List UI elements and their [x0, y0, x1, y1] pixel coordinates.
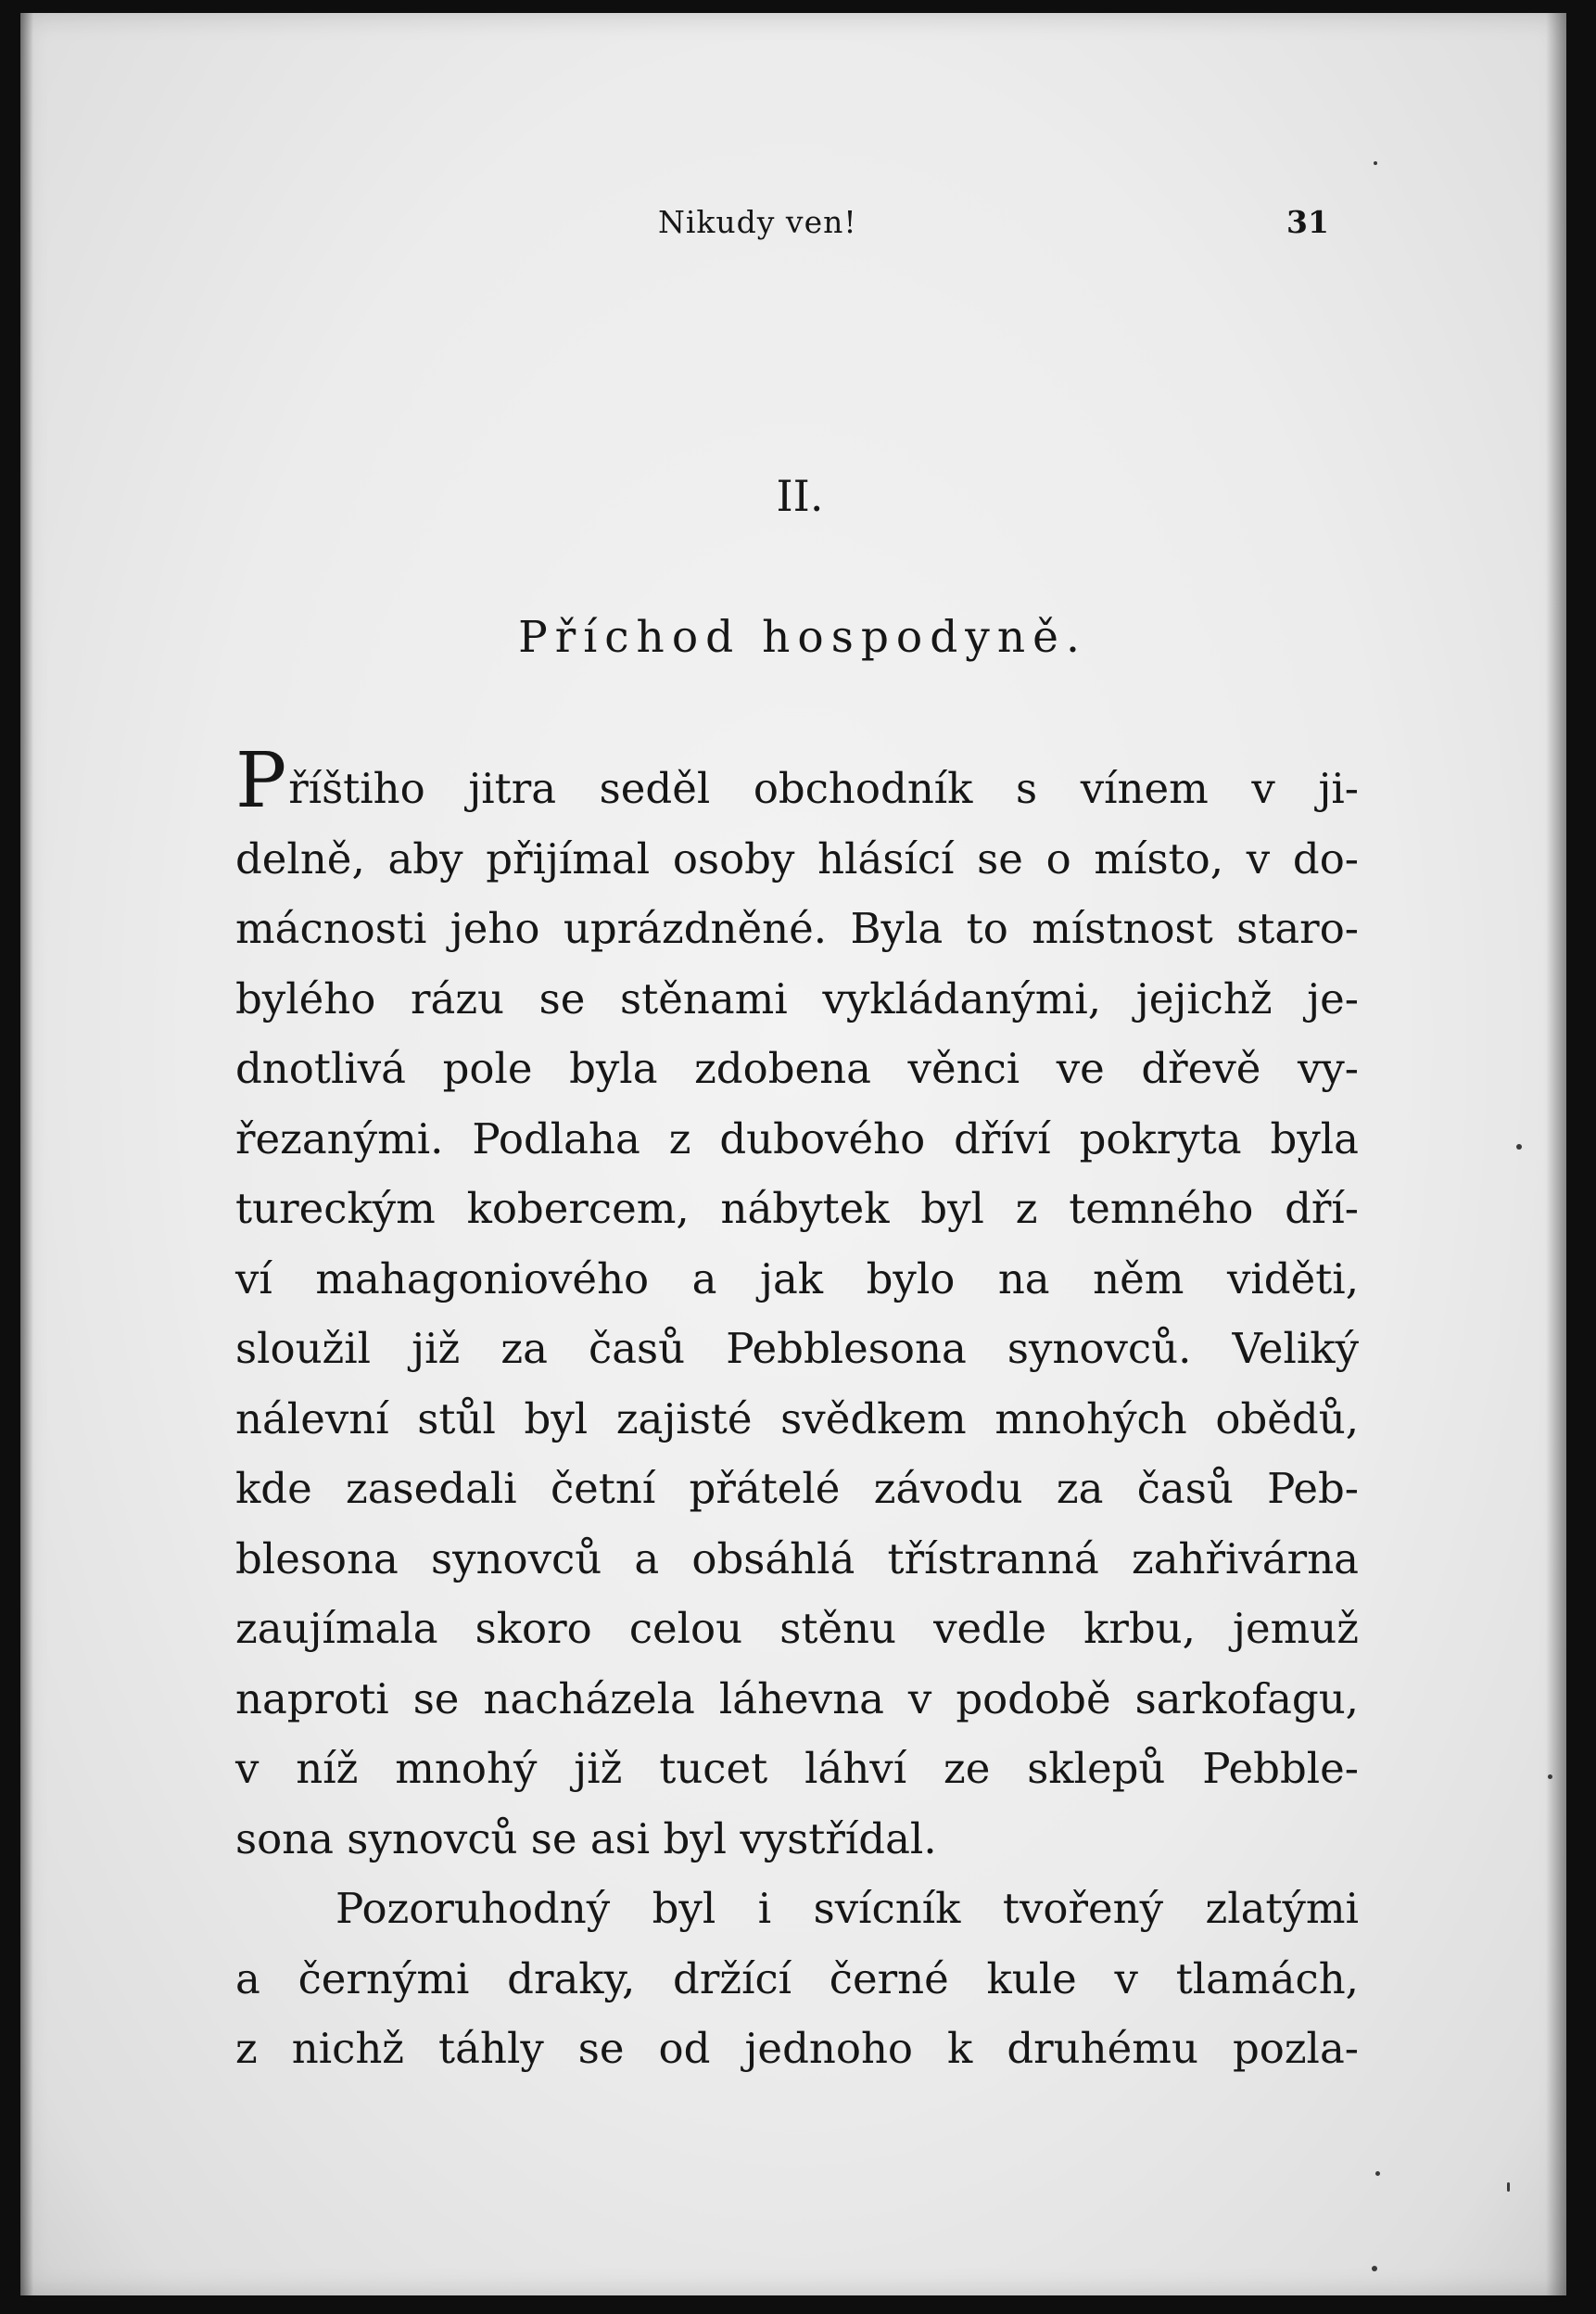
text-line: sloužil již za časů Pebblesona synovců. Veliký	[235, 1324, 1359, 1373]
text-line: naproti se nacházela láhevna v podobě sarkofagu,	[235, 1673, 1359, 1723]
body-text	[235, 737, 1359, 2084]
scan-speck	[1372, 2266, 1377, 2271]
chapter-number: II.	[776, 471, 824, 521]
text-line: zaujímala skoro celou stěnu vedle krbu, jemuž	[235, 1604, 1359, 1653]
page-edge-shadow	[1546, 13, 1566, 2295]
running-head	[20, 204, 1566, 260]
text-line: Pozoruhodný byl i svícník tvořený zlatými	[336, 1884, 1359, 1933]
text-line: delně, aby přijímal osoby hlásící se o místo, v do-	[235, 833, 1359, 884]
text-line: kde zasedali četní přátelé závodu za časů Peb-	[235, 1464, 1359, 1513]
text-line: nálevní stůl byl zajisté svědkem mnohých obědů,	[235, 1393, 1359, 1443]
text-line: tureckým kobercem, nábytek byl z temného dří-	[235, 1184, 1359, 1233]
text-line: mácnosti jeho uprázdněné. Byla to místnost staro-	[235, 904, 1359, 953]
scan-speck	[1516, 1144, 1522, 1150]
scan-speck	[1548, 1774, 1552, 1779]
text-line: ví mahagoniového a jak bylo na něm viděti,	[235, 1253, 1359, 1303]
text-line: blesona synovců a obsáhlá třístranná zahřivárna	[235, 1533, 1359, 1583]
chapter-title: Příchod hospodyně.	[518, 612, 1087, 663]
running-title: Nikudy ven!	[658, 204, 857, 240]
scan-speck	[1507, 2182, 1510, 2192]
binding-shadow	[20, 13, 33, 2295]
text-line: v níž mnohý již tucet láhví ze sklepů Pebble-	[235, 1744, 1359, 1793]
text-line: z nichž táhly se od jednoho k druhému pozla-	[235, 2024, 1359, 2073]
text-line: dnotlivá pole byla zdobena věnci ve dřevě vy-	[235, 1044, 1359, 1093]
text-line	[235, 737, 1359, 825]
scan-speck	[1374, 161, 1377, 165]
page-number: 31	[1286, 204, 1329, 240]
text-line-content: říštiho jitra seděl obchodník s vínem v ji-	[288, 764, 1359, 813]
drop-cap: P	[235, 737, 287, 825]
text-line: bylého rázu se stěnami vykládanými, jejichž je-	[235, 973, 1359, 1024]
scan-speck	[1375, 2171, 1380, 2176]
text-line: a černými draky, držící černé kule v tlamách,	[235, 1953, 1359, 2003]
text-line: sona synovců se asi byl vystřídal.	[235, 1813, 937, 1863]
book-page	[20, 13, 1566, 2295]
text-line: řezanými. Podlaha z dubového dříví pokryta byla	[235, 1113, 1359, 1163]
